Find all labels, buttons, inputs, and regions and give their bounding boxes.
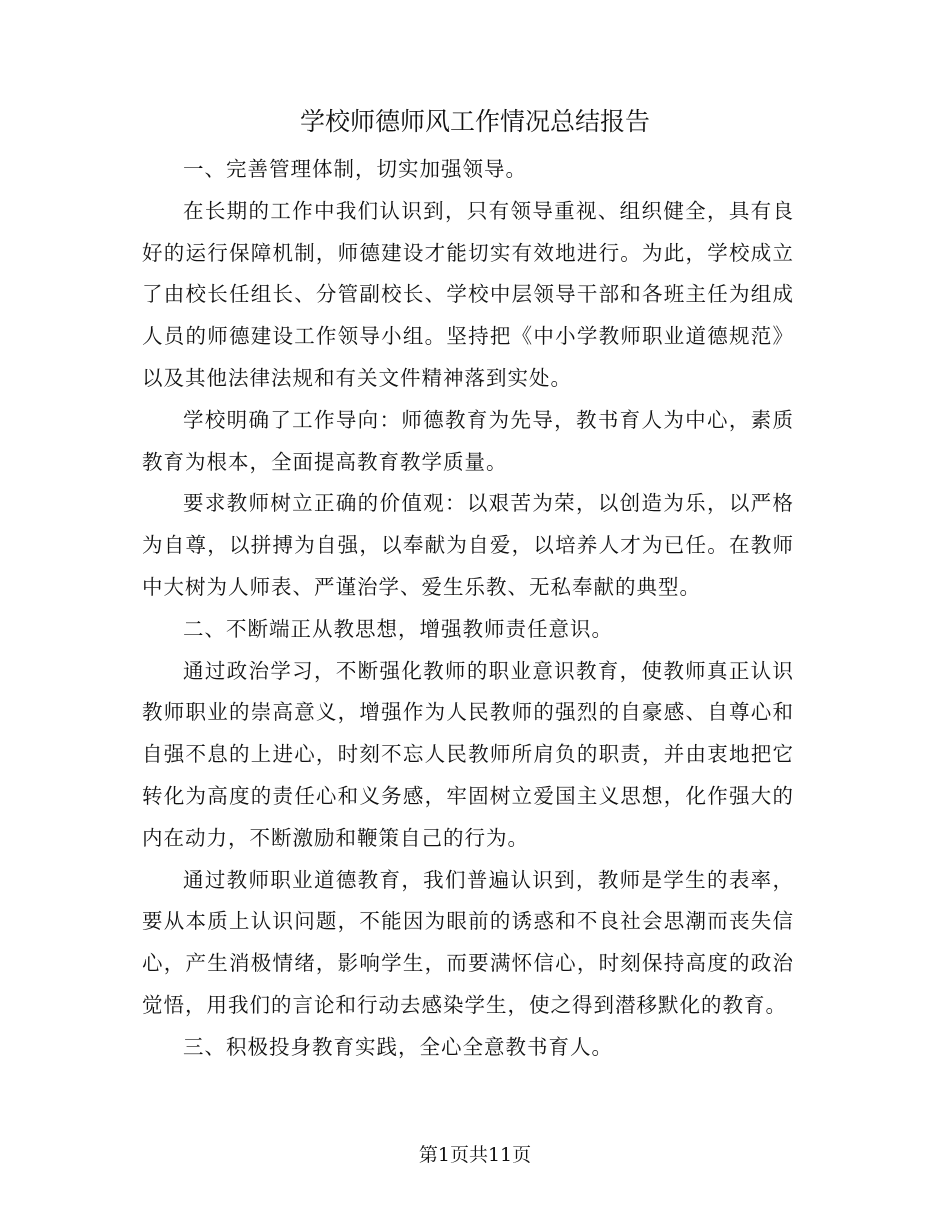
page-number-footer: 第1页共11页 (418, 1144, 532, 1166)
document-title: 学校师德师风工作情况总结报告 (299, 107, 650, 136)
body-paragraph: 要求教师树立正确的价值观：以艰苦为荣，以创造为乐，以严格为自尊，以拼搏为自强，以奉献为自爱，以培养人才为已任。在教师中大树为人师表、严谨治学、爱生乐教、无私奉献的典型。 (142, 491, 794, 599)
section-heading-2: 二、不断端正从教思想，增强教师责任意识。 (183, 616, 613, 641)
section-heading-1: 一、完善管理体制，切实加强领导。 (183, 157, 527, 181)
body-paragraph: 通过教师职业道德教育，我们普遍认识到，教师是学生的表率，要从本质上认识问题，不能因为眼前的诱惑和不良社会思潮而丧失信心，产生消极情绪，影响学生，而要满怀信心，时刻保持高度的政治觉悟，用我们的言论和行动去感染学生，使之得到潜移默化的教育。 (142, 867, 794, 1017)
body-paragraph: 学校明确了工作导向：师德教育为先导，教书育人为中心，素质教育为根本，全面提高教育教学质量。 (142, 407, 794, 474)
body-paragraph: 在长期的工作中我们认识到，只有领导重视、组织健全，具有良好的运行保障机制，师德建设才能切实有效地进行。为此，学校成立了由校长任组长、分管副校长、学校中层领导干部和各班主任为组成人员的师德建设工作领导小组。坚持把《中小学教师职业道德规范》以及其他法律法规和有关文件精神落到实处。 (142, 198, 794, 390)
section-heading-3: 三、积极投身教育实践，全心全意教书育人。 (183, 1034, 613, 1059)
body-paragraph: 通过政治学习，不断强化教师的职业意识教育，使教师真正认识教师职业的崇高意义，增强作为人民教师的强烈的自豪感、自尊心和自强不息的上进心，时刻不忘人民教师所肩负的职责，并由衷地把它转化为高度的责任心和义务感，牢固树立爱国主义思想，化作强大的内在动力，不断激励和鞭策自己的行为。 (142, 658, 794, 850)
document-body (142, 149, 794, 1069)
